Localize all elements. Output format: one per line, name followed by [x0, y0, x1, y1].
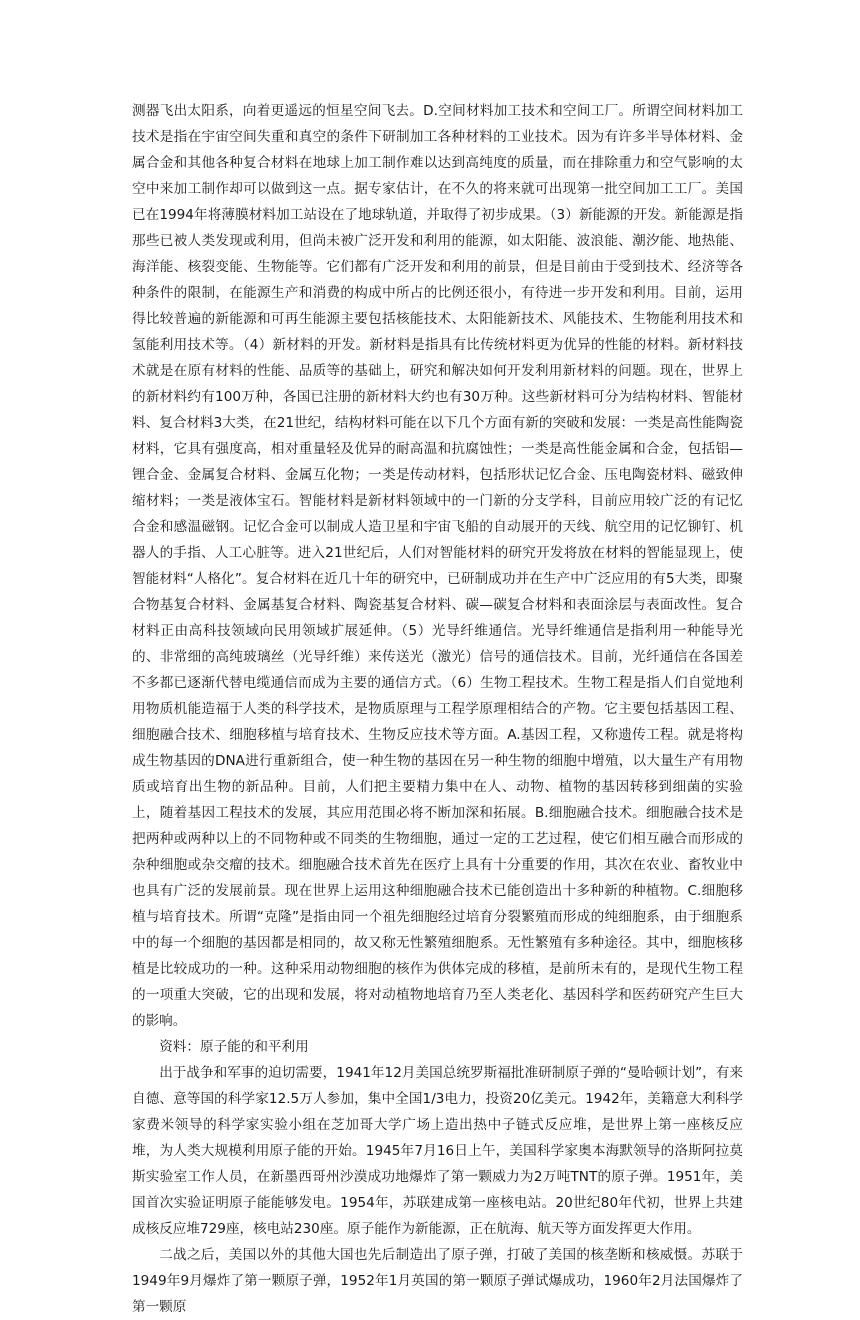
material-heading: 资料：原子能的和平利用 [159, 1039, 309, 1055]
document-body [132, 98, 743, 1320]
body-paragraph-1: 测器飞出太阳系，向着更遥远的恒星空间飞去。D.空间材料加工技术和空间工厂。所谓空间材料加工技术是指在宇宙空间失重和真空的条件下研制加工各种材料的工业技术。因为有许多半导体材料、金属合金和其他各种复合材料在地球上加工制作难以达到高纯度的质量，而在排除重力和空气影响的太空中来加工制作却可以做到这一点。据专家估计，在不久的将来就可出现第一批空间加工工厂。美国已在1994年将薄膜材料加工站设在了地球轨道，并取得了初步成果。（3）新能源的开发。新能源是指那些已被人类发现或利用，但尚未被广泛开发和利用的能源，如太阳能、波浪能、潮汐能、地热能、海洋能、核裂变能、生物能等。它们都有广泛开发和利用的前景，但是目前由于受到技术、经济等各种条件的限制，在能源生产和消费的构成中所占的比例还很小，有待进一步开发和利用。目前，运用得比较普遍的新能源和可再生能源主要包括核能技术、太阳能新技术、风能技术、生物能利用技术和氢能利用技术等。（4）新材料的开发。新材料是指具有比传统材料更为优异的性能的材料。新材料技术就是在原有材料的性能、品质等的基础上，研究和解决如何开发利用新材料的问题。现在，世界上的新材料约有100万种，各国已注册的新材料大约也有30万种。这些新材料可分为结构材料、智能材料、复合材料3大类，在21世纪，结构材料可能在以下几个方面有新的突破和发展：一类是高性能陶瓷材料，它具有强度高，相对重量轻及优异的耐高温和抗腐蚀性；一类是高性能金属和合金，包括铝—锂合金、金属复合材料、金属互化物；一类是传动材料，包括形状记忆合金、压电陶瓷材料、磁致伸缩材料；一类是液体宝石。智能材料是新材料领域中的一门新的分支学科，目前应用较广泛的有记忆合金和感温磁钢。记忆合金可以制成人造卫星和宇宙飞船的自动展开的天线、航空用的记忆铆钉、机器人的手指、人工心脏等。进入21世纪后，人们对智能材料的研究开发将放在材料的智能显现上，使智能材料“人格化”。复合材料在近几十年的研究中，已研制成功并在生产中广泛应用的有5大类，即聚合物基复合材料、金属基复合材料、陶瓷基复合材料、碳—碳复合材料和表面涂层与表面改性。复合材料正由高科技领域向民用领域扩展延伸。（5）光导纤维通信。光导纤维通信是指利用一种能导光的、非常细的高纯玻璃丝（光导纤维）来传送光（激光）信号的通信技术。目前，光纤通信在各国差不多都已逐渐代替电缆通信而成为主要的通信方式。（6）生物工程技术。生物工程是指人们自觉地利用物质机能造福于人类的科学技术，是物质原理与工程学原理相结合的产物。它主要包括基因工程、细胞融合技术、细胞移植与培育技术、生物反应技术等方面。A.基因工程，又称遗传工程。就是将构成生物基因的DNA进行重新组合，使一种生物的基因在另一种生物的细胞中增殖，以大量生产有用物质或培育出生物的新品种。目前，人们把主要精力集中在人、动物、植物的基因转移到细菌的实验上，随着基因工程技术的发展，其应用范围必将不断加深和拓展。B.细胞融合技术。细胞融合技术是把两种或两种以上的不同物种或不同类的生物细胞，通过一定的工艺过程，使它们相互融合而形成的杂种细胞或杂交瘤的技术。细胞融合技术首先在医疗上具有十分重要的作用，其次在农业、畜牧业中也具有广泛的发展前景。现在世界上运用这种细胞融合技术已能创造出十多种新的种植物。C.细胞移植与培育技术。所谓“克隆”是指由同一个祖先细胞经过培育分裂繁殖而形成的纯细胞系，由于细胞系中的每一个细胞的基因都是相同的，故又称无性繁殖细胞系。无性繁殖有多种途径。其中，细胞核移植是比较成功的一种。这种采用动物细胞的核作为供体完成的移植，是前所未有的，是现代生物工程的一项重大突破，它的出现和发展，将对动植物地培育乃至人类老化、基因科学和医药研究产生巨大的影响。 [132, 103, 743, 1029]
body-paragraph-2: 出于战争和军事的迫切需要，1941年12月美国总统罗斯福批准研制原子弹的“曼哈顿计划”，有来自德、意等国的科学家12.5万人参加，集中全国1/3电力，投资20亿美元。1942年，美籍意大利科学家费米领导的科学家实验小组在芝加哥大学广场上造出热中子链式反应堆，是世界上第一座核反应堆，为人类大规模利用原子能的开始。1945年7月16日上午，美国科学家奥本海默领导的洛斯阿拉莫斯实验室工作人员，在新墨西哥州沙漠成功地爆炸了第一颗威力为2万吨TNT的原子弹。1951年，美国首次实验证明原子能能够发电。1954年，苏联建成第一座核电站。20世纪80年代初，世界上共建成核反应堆729座，核电站230座。原子能作为新能源，正在航海、航天等方面发挥更大作用。 [132, 1065, 743, 1237]
body-paragraph-3: 二战之后，美国以外的其他大国也先后制造出了原子弹，打破了美国的核垄断和核威慑。苏联于1949年9月爆炸了第一颗原子弹，1952年1月英国的第一颗原子弹试爆成功，1960年2月法国爆炸了第一颗原 [132, 1247, 743, 1315]
